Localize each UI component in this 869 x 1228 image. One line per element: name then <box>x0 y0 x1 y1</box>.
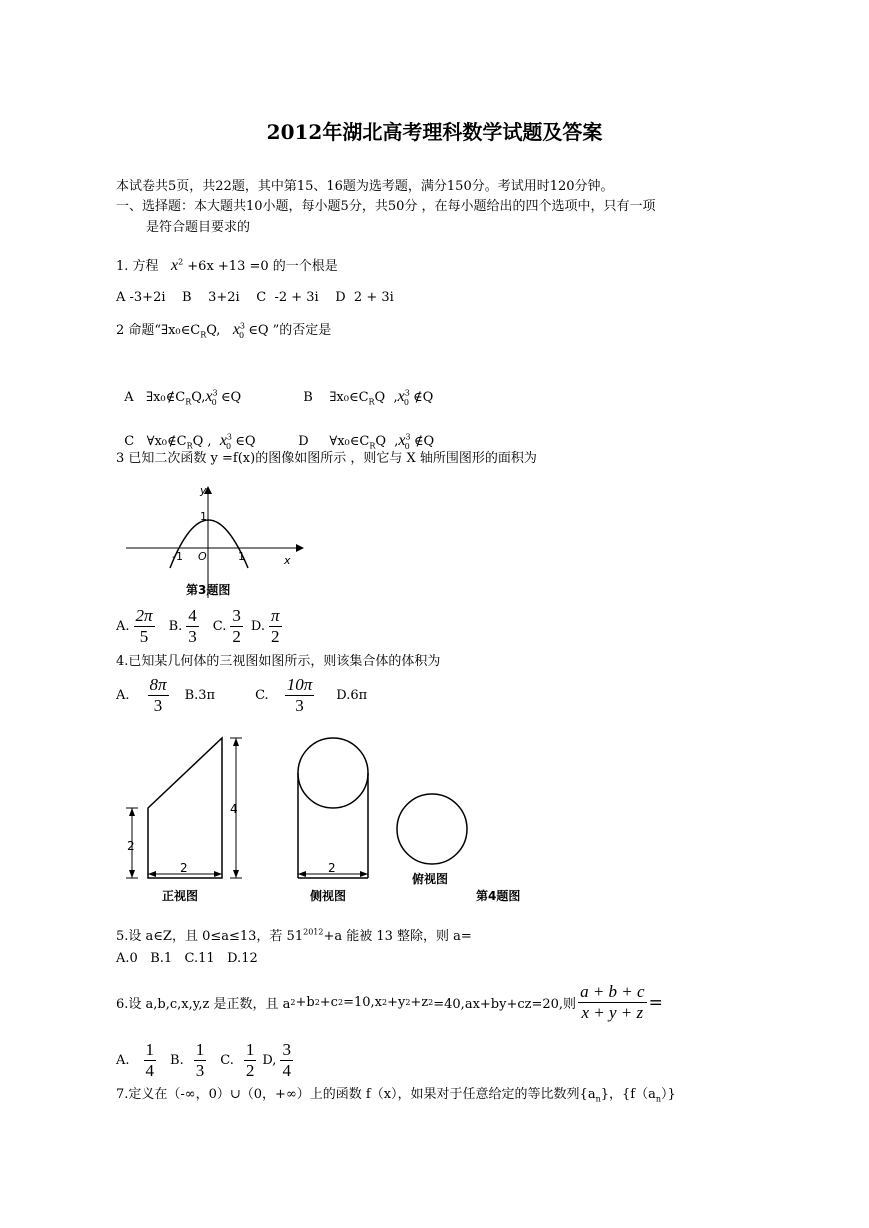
option-c-label: C. <box>212 619 227 634</box>
question-4-stem: 4.已知某几何体的三视图如图所示，则该集合体的体积为 <box>116 654 441 669</box>
top-view-caption: 俯视图 <box>412 872 449 886</box>
section-1-heading: 一、选择题：本大题共10小题，每小题5分，共50分 ，在每小题给出的四个选项中，只有一项 <box>116 199 656 214</box>
option-d-label: D, <box>262 1053 277 1068</box>
arrow-right-icon <box>360 871 368 877</box>
arrow-left-icon <box>298 871 306 877</box>
option-b: B.3π <box>184 688 216 703</box>
top-view-circle <box>397 794 467 864</box>
option-d-fraction: $\frac{3}{4}$ <box>282 1040 291 1080</box>
option-a-fraction: $\frac{1}{4}$ <box>145 1040 155 1080</box>
page-title: 2012年湖北高考理科数学试题及答案 <box>266 120 603 144</box>
question-4-options <box>116 675 367 716</box>
side-view-caption: 侧视图 <box>310 889 347 903</box>
option-d: D.6π <box>336 688 368 703</box>
side-view-sphere <box>298 738 368 808</box>
x-axis-arrow-icon <box>296 544 304 552</box>
question-2-option-a: A $\exists x_0\notin C_RQ,x^3_0$ ∈Q <box>124 388 242 407</box>
option-c-fraction: $\frac{1}{2}$ <box>245 1040 255 1080</box>
y-axis-label: y <box>200 484 207 497</box>
question-4-three-views <box>116 728 546 908</box>
option-b-label: B. <box>168 619 183 634</box>
question-6-options <box>116 1040 293 1081</box>
arrow-right-icon <box>214 871 222 877</box>
section-1-heading-cont: 是符合题目要求的 <box>146 220 251 235</box>
option-a-fraction: $\frac{8\pi}{3}$ <box>149 675 167 715</box>
x-axis-label: x <box>284 554 291 567</box>
dimension-2-left-label: 2 <box>127 839 135 853</box>
option-c-fraction: $\frac{10\pi}{3}$ <box>286 675 313 715</box>
option-a-label: A. <box>116 1053 130 1068</box>
question-3-options <box>116 606 282 647</box>
question-5-options: A.0 B.1 C.11 D.12 <box>116 951 258 966</box>
question-2-option-d: D $\forall x_0\in C_RQ$ $,x^3_0$ ∉Q <box>298 432 435 451</box>
figure-4-caption: 第4题图 <box>476 889 521 903</box>
option-d-fraction: $\frac{\pi}{2}$ <box>270 606 280 646</box>
front-view-caption: 正视图 <box>162 889 199 903</box>
question-7-stem: 7.定义在（-∞，0）∪（0，+∞）上的函数 f（x），如果对于任意给定的等比数列$\{a_n\}$，$\{f(a_n)\}$ <box>116 1087 676 1104</box>
question-3-graph <box>118 480 318 605</box>
option-d-label: D. <box>250 619 265 634</box>
arrow-left-icon <box>148 871 156 877</box>
exam-intro: 本试卷共5页，共22题，其中第15、16题为选考题，满分150分。考试用时120分钟。 <box>116 179 614 194</box>
arrow-down-icon <box>129 870 135 878</box>
arrow-down-icon <box>233 870 239 878</box>
option-c-label: C. <box>220 1053 234 1068</box>
option-b-fraction: $\frac{4}{3}$ <box>188 606 197 646</box>
option-c-label: C. <box>255 688 269 703</box>
option-a-label: A. <box>116 619 130 634</box>
y-one-label: 1 <box>200 510 207 523</box>
question-1-stem: 1. 方程 $x^2 +6x +13 =0$ 的一个根是 <box>116 257 338 274</box>
arrow-up-icon <box>129 808 135 816</box>
question-2-option-c: C $\forall x_0\notin C_RQ$ , $x^3_0$ ∈Q <box>124 432 256 451</box>
dimension-2-side-label: 2 <box>328 861 336 875</box>
question-6-fraction: $\frac{a + b + c}{x + y + z}$ <box>580 982 645 1022</box>
x-neg-one-label: -1 <box>172 550 183 563</box>
dimension-2-bottom-label: 2 <box>180 861 188 875</box>
question-5-stem: 5.设 a∈Z，且 0≤a≤13，若 $51^{2012}+a$ 能被 13 整除，则 a= <box>116 927 472 944</box>
question-1-options: A -3+2i B 3+2i C -2 + 3i D 2 + 3i <box>116 290 394 305</box>
dimension-4-label: 4 <box>230 802 238 816</box>
question-2-option-b: B $\exists x_0\in C_RQ$ $,x^3_0$ ∉Q <box>303 388 434 407</box>
option-a-fraction: $\frac{2\pi}{5}$ <box>135 606 153 646</box>
option-b-label: B. <box>170 1053 184 1068</box>
arrow-up-icon <box>233 738 239 746</box>
question-6-stem: 6.设 a,b,c,x,y,z 是正数，且 a 2 +b 2 +c 2 =10,x 2 +y 2 +z 2 =40,ax+by+cz=20,则 $\frac{a + b + c}{x + y + z}$ = <box>116 982 663 1022</box>
question-3-stem: 3 已知二次函数 y =f(x)的图像如图所示 ，则它与 X 轴所围图形的面积为 <box>116 451 537 466</box>
front-view-shape <box>148 738 222 878</box>
figure-3-caption: 第3题图 <box>186 583 231 597</box>
x-one-label: 1 <box>238 550 245 563</box>
option-a-label: A. <box>116 688 130 703</box>
option-b-fraction: $\frac{1}{3}$ <box>195 1040 205 1080</box>
question-2-stem: 2 命题“$\exists x_0\in C_RQ$, $x^3_0$ ∈Q ”的否定是 <box>116 321 332 340</box>
origin-label: O <box>198 550 207 563</box>
option-c-fraction: $\frac{3}{2}$ <box>232 606 241 646</box>
